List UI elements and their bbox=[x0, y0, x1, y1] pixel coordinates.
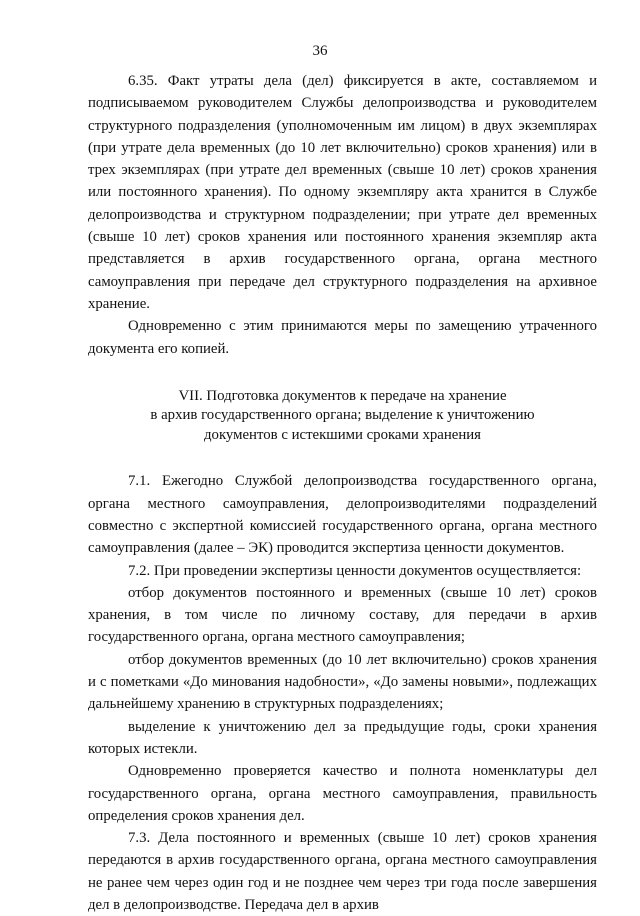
paragraph-7-3: 7.3. Дела постоянного и временных (свыше 10 лет) сроков хранения передаются в архив государственного органа, органа местного самоуправления не ранее чем через один год и не позднее чем через три года после завершения дел в делопроизводстве. Передача дел в архив bbox=[88, 830, 597, 913]
section-heading-vii bbox=[88, 387, 597, 446]
paragraph-selection-permanent: отбор документов постоянного и временных (свыше 10 лет) сроков хранения, в том числе по личному составу, для передачи в архив государственного органа, органа местного самоуправления; bbox=[88, 584, 597, 646]
paragraph-selection-temporary: отбор документов временных (до 10 лет включительно) сроков хранения и с пометками «До минования надобности», «До замены новыми», подлежащих дальнейшему хранению в структурных подразделениях; bbox=[88, 651, 597, 713]
paragraph-destruction: выделение к уничтожению дел за предыдущие годы, сроки хранения которых истекли. bbox=[88, 718, 597, 757]
paragraph-nomenclature-check: Одновременно проверяется качество и полнота номенклатуры дел государственного органа, органа местного самоуправления, правильность определения сроков хранения дел. bbox=[88, 763, 597, 824]
paragraph-7-1: 7.1. Ежегодно Службой делопроизводства государственного органа, органа местного самоуправления, делопроизводителями подразделений совместно с экспертной комиссией государственного органа, органа местного самоуправления (далее – ЭК) проводится экспертиза ценности документов. bbox=[88, 473, 597, 557]
page-number: 36 bbox=[312, 43, 328, 59]
heading-line: VII. Подготовка документов к передаче на хранение bbox=[178, 387, 507, 404]
heading-line: документов с истекшими сроками хранения bbox=[204, 426, 481, 443]
paragraph-7-2: 7.2. При проведении экспертизы ценности документов осуществляется: bbox=[128, 562, 582, 579]
heading-line: в архив государственного органа; выделение к уничтожению bbox=[150, 407, 535, 424]
paragraph-replacement-copy: Одновременно с этим принимаются меры по замещению утраченного документа его копией. bbox=[88, 318, 597, 357]
paragraph-6-35: 6.35. Факт утраты дела (дел) фиксируется в акте, составляемом и подписываемом руководителем Службы делопроизводства и руководителем структурного подразделения (уполномоченным им лицом) в двух экземплярах (при утрате дела временных (до 10 лет включительно) сроков хранения) или в трех экземплярах (при утрате дел временных (свыше 10 лет) сроков хранения или постоянного хранения). По одному экземпляру акта хранится в Службе делопроизводства и структурном подразделении; при утрате дел временных (свыше 10 лет) сроков хранения или постоянного хранения экземпляр акта представляется в архив государственного органа, органа местного самоуправления при передаче дел структурного подразделения на архивное хранение. bbox=[88, 73, 597, 312]
document-body bbox=[88, 70, 597, 916]
